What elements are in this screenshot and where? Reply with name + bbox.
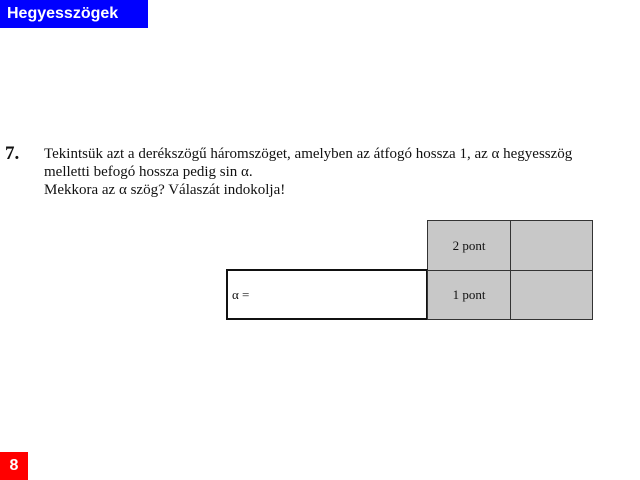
problem-line-2: melletti befogó hossza pedig sin α. (44, 164, 253, 180)
problem-number: 7. (5, 143, 20, 164)
score-table (226, 220, 593, 320)
section-title-banner: Hegyesszögek (0, 0, 148, 28)
points-cell-2: 2 pont (427, 220, 511, 271)
problem-statement (44, 145, 640, 199)
score-cell-1 (510, 270, 593, 320)
page-number-badge: 8 (0, 452, 28, 480)
score-cell-2 (510, 220, 593, 271)
answer-field[interactable]: α = (226, 269, 428, 320)
problem-line-1: Tekintsük azt a derékszögű háromszöget, amelyben az átfogó hossza 1, az α hegyesszög (44, 146, 573, 162)
problem-line-3: Mekkora az α szög? Válaszát indokolja! (44, 182, 286, 198)
points-cell-1: 1 pont (427, 270, 511, 320)
